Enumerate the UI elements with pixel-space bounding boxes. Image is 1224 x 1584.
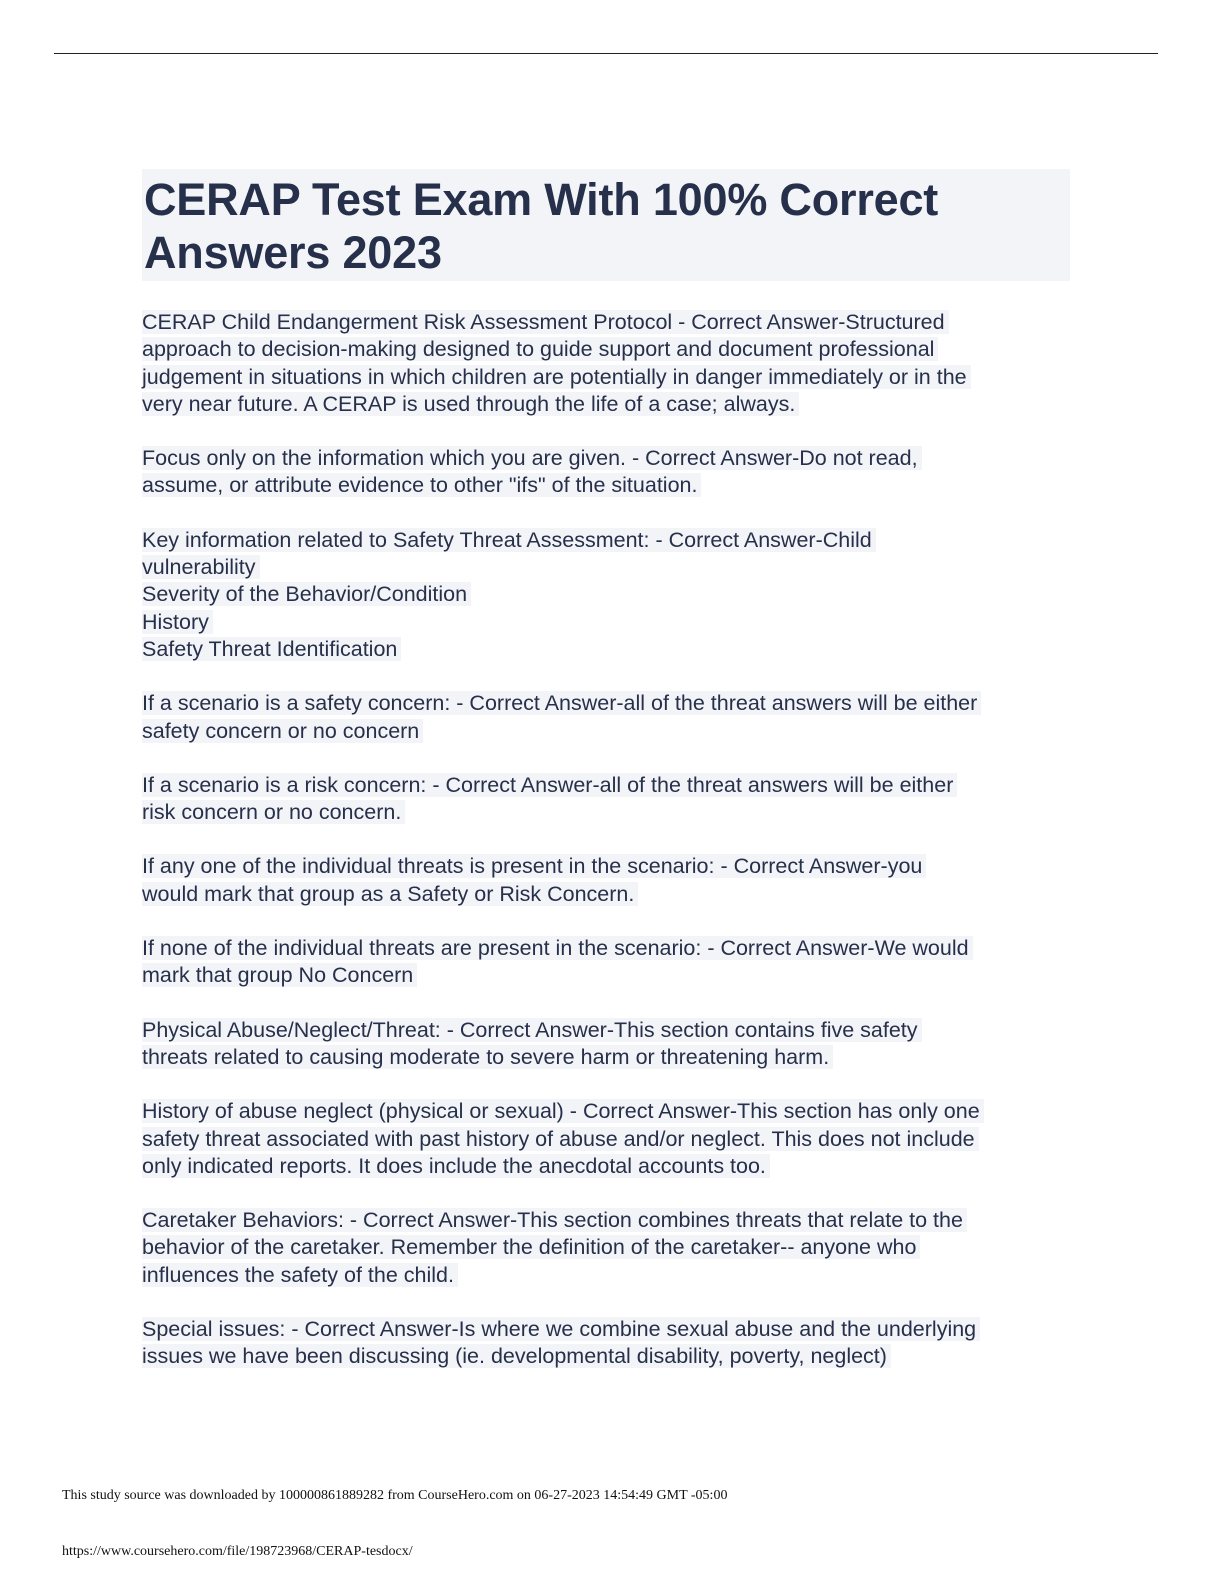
footer-source-notice: This study source was downloaded by 100000861889282 from CourseHero.com on 06-27-2023 14:54:49 GMT -05:00 bbox=[62, 1488, 728, 1503]
qa-entry-line-text: approach to decision-making designed to guide support and document professional bbox=[142, 337, 938, 361]
qa-entry-line-text: threats related to causing moderate to severe harm or threatening harm. bbox=[142, 1045, 833, 1069]
qa-entry-line-text: If any one of the individual threats is present in the scenario: - Correct Answer-you bbox=[142, 854, 926, 878]
qa-entry bbox=[142, 1207, 1070, 1289]
qa-entry-line bbox=[142, 1017, 1070, 1044]
qa-entry-line bbox=[142, 1153, 1070, 1180]
qa-entry bbox=[142, 527, 1070, 663]
qa-entry-line bbox=[142, 472, 1070, 499]
qa-entry bbox=[142, 935, 1070, 990]
qa-entry-line bbox=[142, 799, 1070, 826]
qa-entry-line bbox=[142, 636, 1070, 663]
qa-entry-line bbox=[142, 445, 1070, 472]
qa-entry-line-text: vulnerability bbox=[142, 555, 260, 579]
qa-entry-line-text: History bbox=[142, 610, 213, 634]
qa-entry-line-text: would mark that group as a Safety or Risk Concern. bbox=[142, 882, 638, 906]
document-title-line-2: Answers 2023 bbox=[144, 227, 442, 278]
qa-entry-line-text: Key information related to Safety Threat Assessment: - Correct Answer-Child bbox=[142, 528, 876, 552]
qa-entry-line bbox=[142, 1044, 1070, 1071]
qa-entry-line-text: History of abuse neglect (physical or sexual) - Correct Answer-This section has only one bbox=[142, 1099, 984, 1123]
qa-entry-line-text: judgement in situations in which children are potentially in danger immediately or in the bbox=[142, 365, 971, 389]
qa-entry bbox=[142, 445, 1070, 500]
qa-entry-line bbox=[142, 309, 1070, 336]
qa-entry-line-text: Focus only on the information which you are given. - Correct Answer-Do not read, bbox=[142, 446, 922, 470]
qa-entry-line-text: Special issues: - Correct Answer-Is where we combine sexual abuse and the underlying bbox=[142, 1317, 980, 1341]
qa-entry-line-text: very near future. A CERAP is used through the life of a case; always. bbox=[142, 392, 799, 416]
qa-entry-line bbox=[142, 772, 1070, 799]
qa-entry bbox=[142, 1316, 1070, 1371]
qa-entry-line bbox=[142, 1316, 1070, 1343]
qa-entry-line bbox=[142, 690, 1070, 717]
qa-entry bbox=[142, 309, 1070, 418]
qa-entry bbox=[142, 1098, 1070, 1180]
qa-entry-line bbox=[142, 364, 1070, 391]
qa-list bbox=[142, 309, 1070, 1371]
qa-entry bbox=[142, 772, 1070, 827]
qa-entry-line-text: If none of the individual threats are present in the scenario: - Correct Answer-We would bbox=[142, 936, 973, 960]
document-title bbox=[142, 169, 1070, 281]
qa-entry bbox=[142, 853, 1070, 908]
qa-entry-line bbox=[142, 336, 1070, 363]
document-title-line-1: CERAP Test Exam With 100% Correct bbox=[144, 174, 939, 225]
qa-entry-line bbox=[142, 527, 1070, 554]
qa-entry-line-text: CERAP Child Endangerment Risk Assessment Protocol - Correct Answer-Structured bbox=[142, 310, 949, 334]
qa-entry-line bbox=[142, 1234, 1070, 1261]
qa-entry-line bbox=[142, 1262, 1070, 1289]
qa-entry-line bbox=[142, 962, 1070, 989]
qa-entry-line-text: behavior of the caretaker. Remember the definition of the caretaker-- anyone who bbox=[142, 1235, 920, 1259]
qa-entry-line-text: safety threat associated with past history of abuse and/or neglect. This does not include bbox=[142, 1127, 979, 1151]
qa-entry-line bbox=[142, 1207, 1070, 1234]
qa-entry-line bbox=[142, 581, 1070, 608]
qa-entry-line bbox=[142, 935, 1070, 962]
qa-entry-line bbox=[142, 554, 1070, 581]
qa-entry-line-text: If a scenario is a safety concern: - Correct Answer-all of the threat answers will be either bbox=[142, 691, 981, 715]
qa-entry-line bbox=[142, 391, 1070, 418]
qa-entry-line-text: Physical Abuse/Neglect/Threat: - Correct Answer-This section contains five safety bbox=[142, 1018, 922, 1042]
qa-entry-line-text: assume, or attribute evidence to other "ifs" of the situation. bbox=[142, 473, 701, 497]
qa-entry-line-text: issues we have been discussing (ie. developmental disability, poverty, neglect) bbox=[142, 1344, 891, 1368]
qa-entry-line bbox=[142, 718, 1070, 745]
footer-url: https://www.coursehero.com/file/198723968/CERAP-tesdocx/ bbox=[62, 1544, 413, 1559]
qa-entry-line-text: Severity of the Behavior/Condition bbox=[142, 582, 471, 606]
qa-entry-line bbox=[142, 853, 1070, 880]
top-divider-rule bbox=[54, 53, 1158, 54]
qa-entry-line bbox=[142, 1126, 1070, 1153]
qa-entry-line-text: only indicated reports. It does include the anecdotal accounts too. bbox=[142, 1154, 770, 1178]
qa-entry-line-text: If a scenario is a risk concern: - Correct Answer-all of the threat answers will be either bbox=[142, 773, 957, 797]
document-body bbox=[142, 169, 1070, 1398]
qa-entry-line-text: influences the safety of the child. bbox=[142, 1263, 458, 1287]
qa-entry-line-text: Caretaker Behaviors: - Correct Answer-This section combines threats that relate to the bbox=[142, 1208, 967, 1232]
qa-entry-line bbox=[142, 1098, 1070, 1125]
qa-entry-line bbox=[142, 1343, 1070, 1370]
qa-entry-line-text: risk concern or no concern. bbox=[142, 800, 405, 824]
qa-entry bbox=[142, 690, 1070, 745]
qa-entry-line-text: mark that group No Concern bbox=[142, 963, 417, 987]
qa-entry-line bbox=[142, 609, 1070, 636]
qa-entry-line bbox=[142, 881, 1070, 908]
qa-entry-line-text: safety concern or no concern bbox=[142, 719, 423, 743]
qa-entry bbox=[142, 1017, 1070, 1072]
qa-entry-line-text: Safety Threat Identification bbox=[142, 637, 401, 661]
